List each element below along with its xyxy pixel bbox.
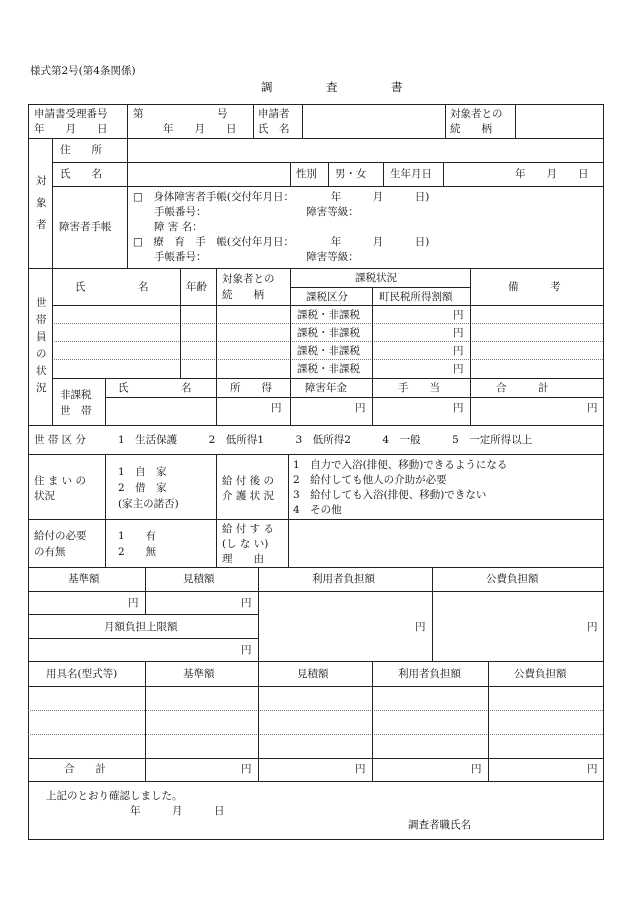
card-line-4: □ 療 育 手 帳(交付年月日： 年 月 日) (133, 236, 430, 248)
go-label: 号 (217, 108, 228, 120)
monthly-cap-label: 月額負担上限額 (104, 621, 178, 633)
housing-option-1: 1 自 家 (118, 466, 167, 478)
card-line-3: 障 害 名： (133, 221, 203, 233)
tax-row-1-yen: 円 (453, 309, 464, 321)
necessity-label-1: 給付の必要 (34, 530, 87, 542)
dai-label: 第 (133, 108, 144, 120)
disability-card-label: 障害者手帳 (59, 221, 112, 233)
item-estimate-header: 見積額 (297, 668, 329, 680)
sex-options: 男・女 (335, 168, 367, 180)
remarks-header: 備 考 (508, 281, 561, 293)
confirmation-date: 年 月 日 (130, 805, 225, 817)
subject-side-1: 対 (36, 175, 47, 187)
sex-label: 性別 (296, 168, 317, 180)
household-side-2: 帯 (36, 314, 47, 326)
monthly-cap-yen: 円 (241, 644, 252, 656)
housing-label-2: 状況 (34, 490, 55, 502)
nontax-allowance-header: 手 当 (398, 382, 440, 394)
category-label: 世 帯 区 分 (34, 434, 87, 446)
member-relation-header-1: 対象者との (222, 273, 275, 285)
card-line-2: 手帳番号： 障害等級： (133, 206, 359, 218)
category-options: 1 生活保護 2 低所得1 3 低所得2 4 一般 5 一定所得以上 (118, 434, 533, 446)
relation-label-1: 対象者との (450, 108, 503, 120)
member-name-header: 氏 名 (75, 281, 149, 293)
nontax-label-1: 非課税 (60, 389, 92, 401)
nontax-income-yen: 円 (271, 402, 282, 414)
reason-label-3: 理 由 (222, 553, 264, 565)
inspector-label: 調査者職氏名 (408, 819, 471, 831)
care-option-3: 3 給付しても入浴(排便、移動)できない (293, 489, 487, 501)
nontax-allowance-yen: 円 (453, 402, 464, 414)
item-name-header: 用具名(型式等) (46, 668, 118, 680)
nontax-name-header: 氏 名 (118, 382, 192, 394)
item-base-header: 基準額 (183, 668, 215, 680)
issue-date: 年 月 日 (163, 123, 237, 135)
household-side-6: 況 (36, 382, 47, 394)
tax-row-4: 課税・非課税 (297, 363, 360, 375)
item-total-public-yen: 円 (587, 763, 598, 775)
household-side-3: 員 (36, 331, 47, 343)
tax-row-3: 課税・非課税 (297, 345, 360, 357)
necessity-option-2: 2 無 (118, 546, 157, 558)
birthdate-label: 生年月日 (390, 168, 432, 180)
care-option-2: 2 給付しても他人の介助が必要 (293, 474, 447, 486)
item-public-header: 公費負担額 (514, 668, 567, 680)
amount-base-header: 基準額 (68, 573, 100, 585)
nontax-pension-header: 障害年金 (305, 382, 347, 394)
receipt-date: 年 月 日 (34, 123, 108, 135)
reason-label-1: 給 付 す る (222, 523, 275, 535)
tax-row-1: 課税・非課税 (297, 309, 360, 321)
household-side-4: の (36, 348, 47, 360)
housing-option-3: (家主の諾否) (118, 498, 179, 510)
care-label-1: 給 付 後 の (222, 475, 275, 487)
tax-status-header: 課税状況 (355, 272, 397, 284)
amount-estimate-header: 見積額 (183, 573, 215, 585)
subject-side-3: 者 (36, 219, 47, 231)
member-relation-header-2: 続 柄 (222, 289, 264, 301)
necessity-option-1: 1 有 (118, 530, 157, 542)
amount-public-header: 公費負担額 (486, 573, 539, 585)
household-side-5: 状 (36, 365, 47, 377)
amount-user-yen: 円 (415, 621, 426, 633)
applicant-name-label: 氏 名 (258, 123, 290, 135)
tax-row-2: 課税・非課税 (297, 327, 360, 339)
tax-class-header: 課税区分 (306, 291, 348, 303)
item-total-user-yen: 円 (471, 763, 482, 775)
amount-user-header: 利用者負担額 (312, 573, 375, 585)
reason-label-2: (し な い) (222, 538, 269, 550)
town-tax-header: 町民税所得割額 (379, 291, 453, 303)
relation-label-2: 続 柄 (450, 123, 492, 135)
item-total-estimate-yen: 円 (355, 763, 366, 775)
housing-label-1: 住 ま い の (34, 475, 87, 487)
item-user-header: 利用者負担額 (398, 668, 461, 680)
tax-row-4-yen: 円 (453, 363, 464, 375)
member-age-header: 年齢 (186, 281, 207, 293)
care-label-2: 介 護 状 況 (222, 490, 275, 502)
confirmation-text: 上記のとおり確認しました。 (46, 790, 183, 802)
birthdate-value: 年 月 日 (515, 168, 589, 180)
care-option-4: 4 その他 (293, 504, 342, 516)
address-label: 住 所 (60, 144, 102, 156)
page-title: 調 査 書 (261, 80, 424, 94)
receipt-no-label: 申請書受理番号 (34, 108, 108, 120)
tax-row-3-yen: 円 (453, 345, 464, 357)
card-line-5: 手帳番号： 障害等級： (133, 251, 359, 263)
item-total-base-yen: 円 (241, 763, 252, 775)
item-total-label: 合 計 (64, 763, 106, 775)
amount-estimate-yen: 円 (241, 597, 252, 609)
form-id: 様式第2号(第4条関係) (30, 65, 136, 77)
nontax-income-header: 所 得 (230, 382, 272, 394)
household-side-1: 世 (36, 297, 47, 309)
applicant-label: 申請者 (258, 108, 290, 120)
nontax-pension-yen: 円 (355, 402, 366, 414)
amount-base-yen: 円 (128, 597, 139, 609)
nontax-label-2: 世 帯 (60, 405, 92, 417)
necessity-label-2: の有無 (34, 546, 66, 558)
nontax-total-yen: 円 (587, 402, 598, 414)
subject-name-label: 氏 名 (60, 168, 102, 180)
tax-row-2-yen: 円 (453, 327, 464, 339)
card-line-1: □ 身体障害者手帳(交付年月日： 年 月 日) (133, 191, 430, 203)
care-option-1: 1 自力で入浴(排便、移動)できるようになる (293, 459, 508, 471)
subject-side-2: 象 (36, 197, 47, 209)
amount-public-yen: 円 (587, 621, 598, 633)
housing-option-2: 2 借 家 (118, 482, 167, 494)
nontax-total-header: 合 計 (496, 382, 549, 394)
